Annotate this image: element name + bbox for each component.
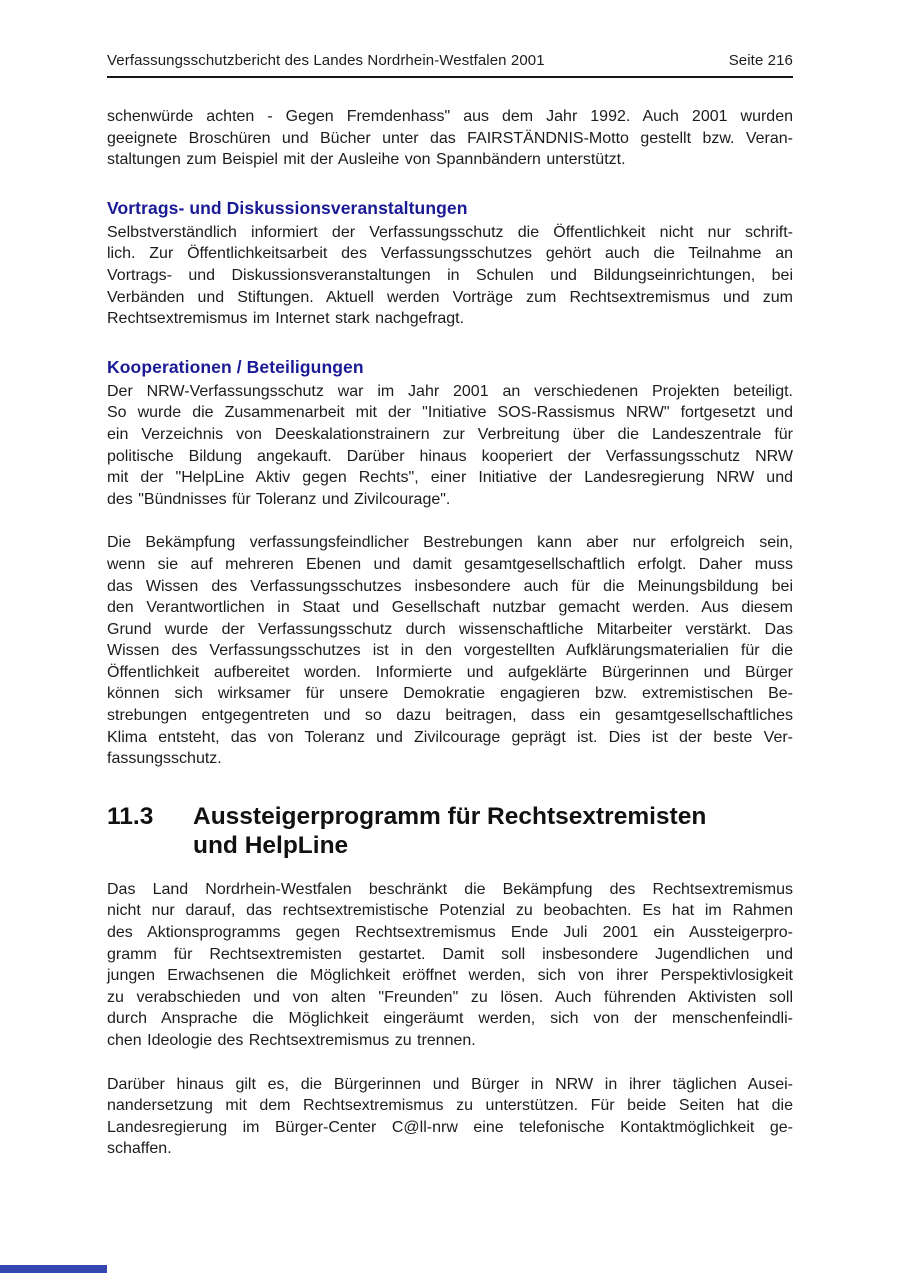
text-line: nandersetzung mit dem Rechtsextremismus zu unterstützen. Für beide Seiten hat die	[107, 1097, 793, 1115]
paragraph-helpline-kontakt	[107, 1074, 793, 1160]
text-line: des "Bündnisses für Toleranz und Zivilcourage".	[107, 490, 451, 508]
text-line: Darüber hinaus gilt es, die Bürgerinnen und Bürger in NRW in ihrer täglichen Ausei-	[107, 1075, 793, 1093]
text-line: Landesregierung im Bürger-Center C@ll-nrw eine telefonische Kontaktmöglichkeit ge-	[107, 1118, 793, 1136]
text-line: gramm für Rechtsextremisten gestartet. Damit soll insbesondere Jugendlichen und	[107, 945, 793, 963]
text-line: nicht nur darauf, das rechtsextremistische Potenzial zu beobachten. Es hat im Rahmen	[107, 902, 793, 920]
text-line: durch Ansprache die Möglichkeit eingeräumt werden, sich von der menschenfeindli-	[107, 1010, 793, 1028]
header-running-title: Verfassungsschutzbericht des Landes Nordrhein-Westfalen 2001	[107, 52, 545, 69]
text-line: schenwürde achten - Gegen Fremdenhass" aus dem Jahr 1992. Auch 2001 wurden	[107, 108, 793, 125]
text-line: fassungsschutz.	[107, 750, 222, 768]
text-line: Selbstverständlich informiert der Verfassungsschutz die Öffentlichkeit nicht nur schrift-	[107, 223, 793, 241]
text-line: strebungen entgegentreten und so dazu beitragen, dass ein gesamtgesellschaftliches	[107, 707, 793, 725]
heading-vortrags-diskussionsveranstaltungen: Vortrags- und Diskussionsveranstaltungen	[107, 197, 468, 218]
paragraph-vortrags	[107, 222, 793, 330]
text-line: und HelpLine	[193, 832, 349, 860]
paragraph-bekaempfung	[107, 532, 793, 770]
text-line: Verbänden und Stiftungen. Aktuell werden Vorträge zum Rechtsextremismus und zum	[107, 288, 793, 306]
text-line: lich. Zur Öffentlichkeitsarbeit des Verfassungsschutzes gehört auch die Teilnahme an	[107, 245, 793, 263]
page-header	[107, 52, 793, 78]
text-line: Vortrags- und Diskussionsveranstaltungen in Schulen und Bildungseinrichtungen, bei	[107, 266, 793, 284]
text-line: können sich wirksamer für unsere Demokratie engagieren bzw. extremistischen Be-	[107, 685, 793, 703]
text-line: zu verabschieden und von alten "Freunden" zu lösen. Auch führenden Aktivisten soll	[107, 988, 793, 1006]
header-page-number: Seite 216	[728, 52, 793, 69]
paragraph-kooperationen	[107, 381, 793, 511]
text-line: mit der "HelpLine Aktiv gegen Rechts", einer Initiative der Landesregierung NRW und	[107, 469, 793, 487]
text-line: Grund wurde der Verfassungsschutz durch wissenschaftliche Mitarbeiter verstärkt. Das	[107, 620, 793, 638]
text-line: wenn sie auf mehreren Ebenen und damit gesamtgesellschaftlich erfolgt. Daher muss	[107, 555, 793, 573]
text-line: staltungen zum Beispiel mit der Ausleihe von Spannbändern unterstützt.	[107, 151, 626, 169]
section-title	[193, 802, 793, 861]
paragraph-aussteigerprogramm	[107, 879, 793, 1052]
text-line: schaffen.	[107, 1140, 172, 1158]
heading-kooperationen-beteiligungen: Kooperationen / Beteiligungen	[107, 356, 364, 377]
text-line: So wurde die Zusammenarbeit mit der "Initiative SOS-Rassismus NRW" fortgesetzt und	[107, 404, 793, 422]
text-line: den Verantwortlichen in Staat und Gesellschaft nutzbar gemacht werden. Aus diesem	[107, 599, 793, 617]
text-line: Die Bekämpfung verfassungsfeindlicher Bestrebungen kann aber nur erfolgreich sein,	[107, 534, 793, 552]
text-line: jungen Erwachsenen die Möglichkeit eröffnet werden, sich von ihrer Perspektivlosigkeit	[107, 967, 793, 985]
footer-accent-bar	[0, 1265, 107, 1273]
text-line: Das Land Nordrhein-Westfalen beschränkt die Bekämpfung des Rechtsextremismus	[107, 880, 793, 898]
paragraph-fairstaendnis	[107, 106, 793, 171]
text-line: Der NRW-Verfassungsschutz war im Jahr 2001 an verschiedenen Projekten beteiligt.	[107, 382, 793, 400]
text-line: Klima entsteht, das von Toleranz und Zivilcourage geprägt ist. Dies ist der beste Ver-	[107, 728, 793, 746]
section-heading-11-3	[107, 802, 793, 861]
text-line: geeignete Broschüren und Bücher unter das FAIRSTÄNDNIS-Motto gestellt bzw. Veran-	[107, 129, 793, 147]
section-number: 11.3	[107, 802, 154, 830]
text-line: politische Bildung angekauft. Darüber hinaus kooperiert der Verfassungsschutz NRW	[107, 447, 793, 465]
text-line: Wissen des Verfassungsschutzes ist in den vorgestellten Aufklärungsmaterialien für die	[107, 642, 793, 660]
text-line: Rechtsextremismus im Internet stark nachgefragt.	[107, 310, 465, 328]
text-line: das Wissen des Verfassungsschutzes insbesondere auch für die Meinungsbildung bei	[107, 577, 793, 595]
page-body	[107, 106, 793, 1182]
text-line: Aussteigerprogramm für Rechtsextremisten	[193, 802, 707, 830]
text-line: ein Verzeichnis von Deeskalationstrainern zur Verbreitung über die Landeszentrale für	[107, 425, 793, 443]
text-line: des Aktionsprogramms gegen Rechtsextremismus Ende Juli 2001 ein Aussteigerpro-	[107, 924, 793, 942]
text-line: Öffentlichkeit aufbereitet worden. Informierte und aufgeklärte Bürgerinnen und Bürger	[107, 663, 793, 681]
text-line: chen Ideologie des Rechtsextremismus zu trennen.	[107, 1032, 476, 1049]
